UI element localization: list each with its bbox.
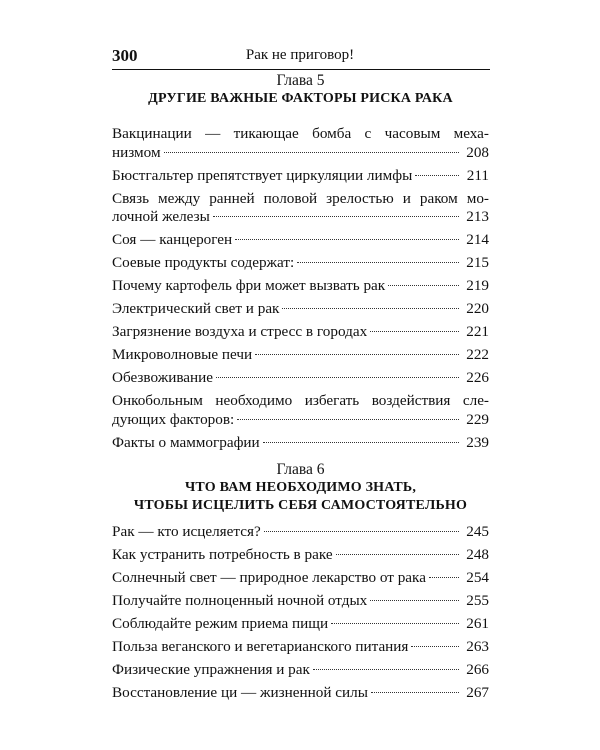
toc-entry-text: Почему картофель фри может вызвать рак [112, 277, 386, 294]
toc-entry-text: Вакцинации — тикающае бомба с часовым меха- [112, 125, 489, 142]
toc-entry [112, 190, 489, 227]
toc-entry-text: Восстановление ци — жизненной силы [112, 684, 368, 701]
toc-entry-line [112, 369, 489, 388]
toc-entry-text: Получайте полноценный ночной отдых [112, 592, 368, 609]
toc-entry [112, 277, 489, 296]
toc-entry [112, 231, 489, 250]
dot-leader [411, 646, 459, 647]
toc-entry-text: Микроволновые печи [112, 346, 253, 363]
toc-entry [112, 346, 489, 365]
toc-entry-line [112, 523, 489, 542]
toc-page-number: 226 [466, 369, 489, 386]
toc-entry-line [112, 546, 489, 565]
toc-page-number: 266 [466, 661, 489, 678]
dot-leader [297, 262, 459, 263]
dot-leader [429, 577, 459, 578]
toc-entry-text: Онкобольным необходимо избегать воздействия сле- [112, 392, 489, 409]
chapter-6-entries [112, 523, 489, 707]
dot-leader [415, 175, 459, 176]
chapter-title: ЧТО ВАМ НЕОБХОДИМО ЗНАТЬ, [184, 480, 417, 495]
toc-entry-line [112, 144, 489, 163]
toc-entry [112, 323, 489, 342]
dot-leader [282, 308, 459, 309]
toc-entry-line [112, 277, 489, 296]
toc-page-number: 239 [466, 433, 489, 451]
toc-entry [112, 369, 489, 388]
toc-entry-line [112, 615, 489, 634]
toc-page-number: 221 [466, 323, 489, 340]
toc-entry-line [112, 661, 489, 680]
toc-entry-text: дующих факторов: [112, 410, 235, 428]
dot-leader [371, 692, 459, 693]
dot-leader [331, 623, 459, 624]
toc-entry-text: Загрязнение воздуха и стресс в городах [112, 323, 368, 340]
toc-entry-text: Польза веганского и вегетарианского питания [112, 638, 409, 655]
toc-entry [112, 125, 489, 162]
dot-leader [235, 239, 459, 240]
dot-leader [216, 377, 459, 378]
dot-leader [336, 554, 459, 555]
running-title: Рак не приговор! [245, 47, 355, 63]
chapter-label: Глава 6 [276, 461, 325, 478]
toc-entry-line [112, 569, 489, 588]
toc-page-number: 255 [466, 592, 489, 609]
chapter-title: ЧТОБЫ ИСЦЕЛИТЬ СЕБЯ САМОСТОЯТЕЛЬНО [133, 498, 468, 513]
toc-entry-line [112, 638, 489, 657]
toc-entry-line [112, 254, 489, 273]
toc-entry [112, 392, 489, 429]
chapter-label: Глава 5 [276, 72, 325, 89]
dot-leader [263, 442, 459, 443]
toc-entry-line [112, 434, 489, 453]
toc-entry-line [112, 592, 489, 611]
toc-entry-text: Соблюдайте режим приема пищи [112, 615, 329, 632]
toc-entry [112, 254, 489, 273]
toc-entry-text: Электрический свет и рак [112, 300, 280, 317]
toc-entry-line [112, 323, 489, 342]
toc-entry-text: Физические упражнения и рак [112, 661, 310, 678]
toc-page-number: 219 [466, 277, 489, 294]
toc-entry-text: Факты о маммографии [112, 433, 260, 451]
dot-leader [388, 285, 459, 286]
chapter-title: ДРУГИЕ ВАЖНЫЕ ФАКТОРЫ РИСКА РАКА [148, 91, 453, 106]
toc-entry-text: лочной железы [112, 208, 210, 225]
toc-entry [112, 615, 489, 634]
toc-page-number: 263 [466, 638, 489, 655]
dot-leader [370, 600, 459, 601]
toc-page-number: 213 [466, 208, 489, 225]
toc-entry-text: Соя — канцероген [112, 231, 233, 248]
toc-page-number: 214 [466, 231, 489, 248]
toc-entry-text: Как устранить потребность в раке [112, 546, 333, 563]
toc-page-number: 267 [466, 684, 489, 701]
toc-page-number: 211 [466, 166, 489, 184]
toc-page-number: 220 [466, 300, 489, 317]
dot-leader [237, 419, 459, 420]
toc-entry-line [112, 684, 489, 703]
toc-entry-line [112, 167, 489, 186]
toc-entry [112, 569, 489, 588]
toc-entry-text: Соевые продукты содержат: [112, 254, 295, 271]
page-number: 300 [112, 46, 138, 65]
chapter-6-heading [112, 461, 489, 515]
toc-entry [112, 684, 489, 703]
toc-entry-line [112, 231, 489, 250]
toc-page-number: 208 [466, 143, 489, 161]
chapter-5-heading [112, 72, 489, 108]
toc-entry [112, 300, 489, 319]
toc-page-number: 248 [466, 546, 489, 563]
toc-entry [112, 592, 489, 611]
chapter-5-entries [112, 125, 489, 457]
toc-entry-line [112, 346, 489, 365]
toc-page-number: 229 [466, 410, 489, 428]
toc-entry-text: Солнечный свет — природное лекарство от рака [112, 569, 426, 586]
toc-entry-text: Бюстгальтер препятствует циркуляции лимфы [112, 166, 413, 184]
toc-entry-text: низмом [112, 143, 161, 161]
toc-entry-text: Рак — кто исцеляется? [112, 523, 261, 540]
toc-entry [112, 523, 489, 542]
toc-entry [112, 661, 489, 680]
dot-leader [213, 216, 459, 217]
toc-entry-line [112, 411, 489, 430]
toc-page-number: 254 [466, 569, 489, 586]
toc-entry [112, 546, 489, 565]
toc-entry-line [112, 208, 489, 227]
toc-entry [112, 638, 489, 657]
toc-entry [112, 167, 489, 186]
dot-leader [264, 531, 459, 532]
toc-page-number: 215 [466, 254, 489, 271]
header-rule [112, 69, 490, 70]
dot-leader [164, 152, 459, 153]
toc-page-number: 261 [466, 615, 489, 632]
toc-entry [112, 434, 489, 453]
toc-page-number: 245 [466, 523, 489, 540]
dot-leader [370, 331, 459, 332]
toc-entry-text: Обезвоживание [112, 369, 214, 386]
dot-leader [255, 354, 459, 355]
dot-leader [313, 669, 459, 670]
toc-entry-line [112, 300, 489, 319]
toc-entry-text: Связь между ранней половой зрелостью и раком мо- [112, 189, 489, 207]
toc-page-number: 222 [466, 346, 489, 363]
